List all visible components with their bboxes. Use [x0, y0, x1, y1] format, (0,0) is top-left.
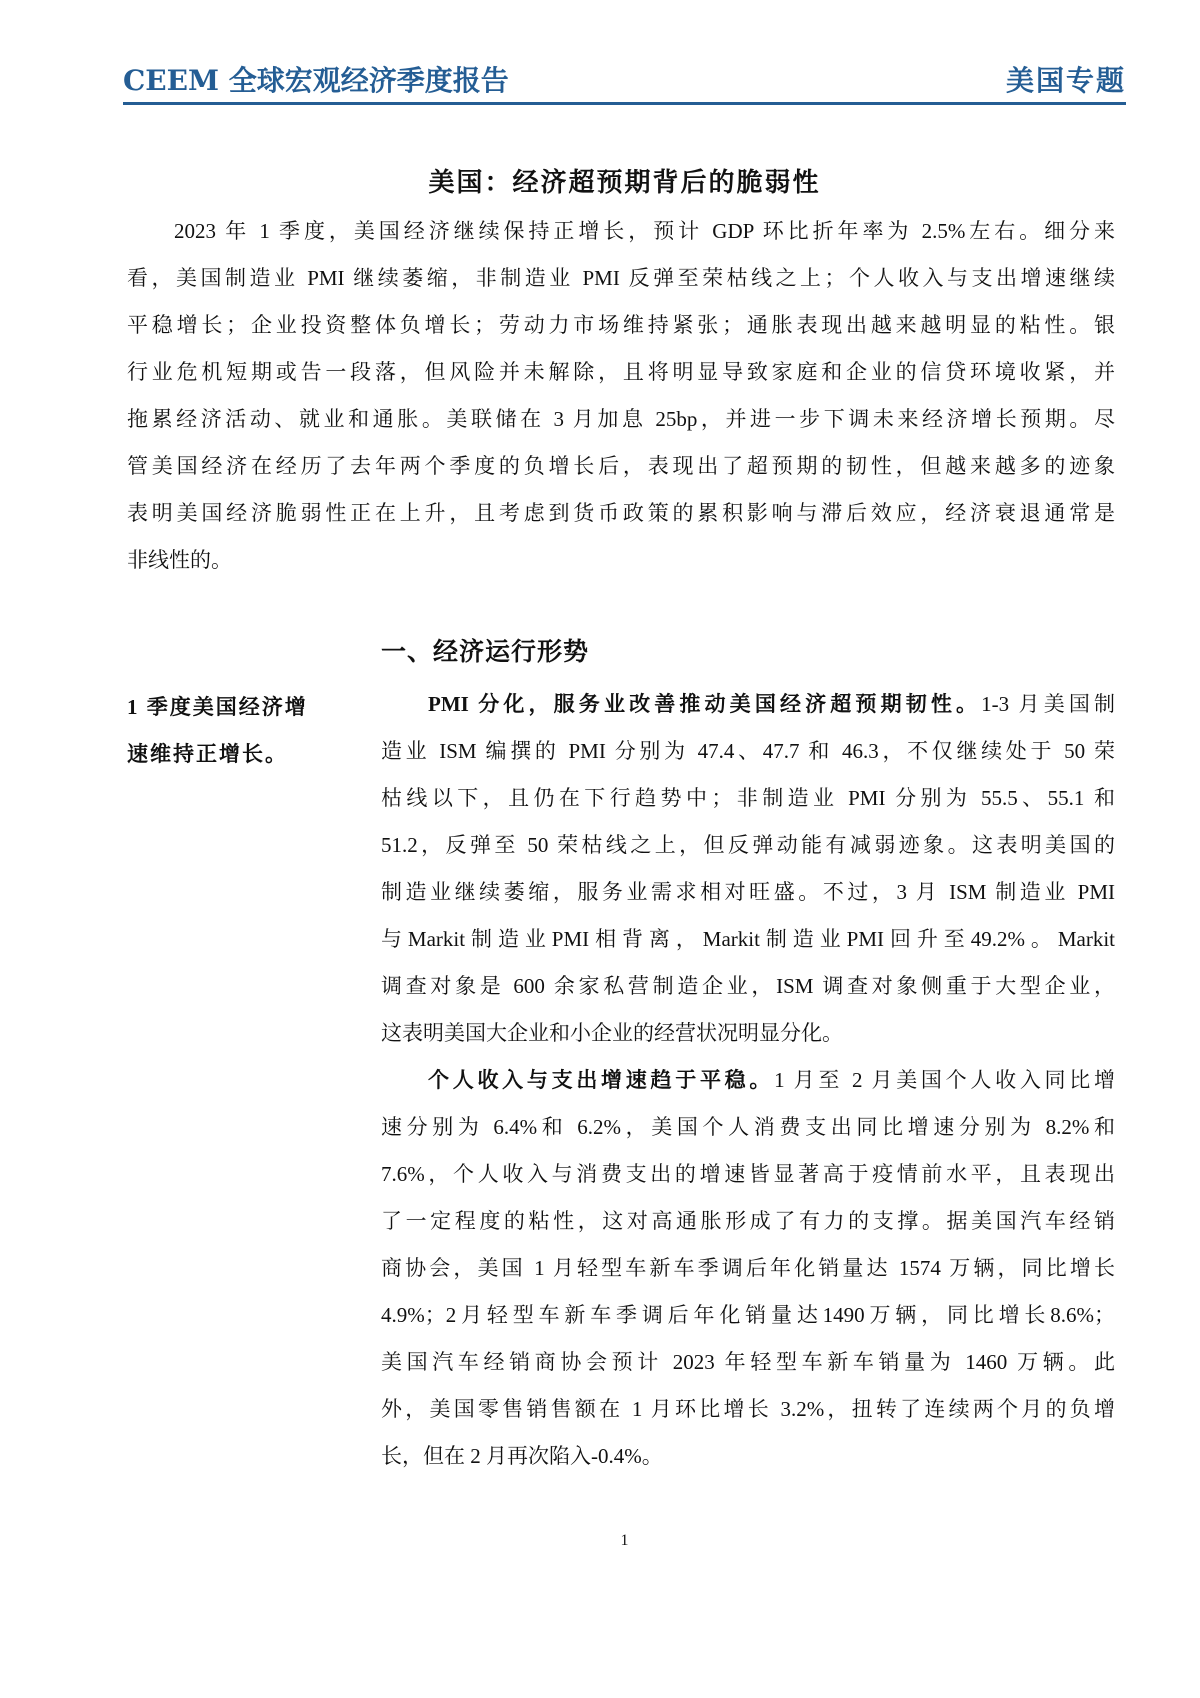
para2-text: 1 月至 2 月美国个人收入同比增	[774, 1068, 1115, 1092]
report-title: CEEM 全球宏观经济季度报告	[123, 64, 509, 97]
section-heading: 一、经济运行形势	[381, 639, 590, 666]
page-number: 1	[620, 1532, 629, 1549]
article-title: 美国：经济超预期背后的脆弱性	[428, 168, 821, 197]
body-line: 造业 ISM 编撰的 PMI 分别为 47.4、47.7 和 46.3，不仅继续处于 50 荣	[381, 739, 1115, 763]
main-column	[381, 681, 1115, 1480]
para1-lead: PMI 分化，服务业改善推动美国经济超预期韧性。	[428, 692, 982, 716]
intro-line: 平稳增长；企业投资整体负增长；劳动力市场维持紧张；通胀表现出越来越明显的粘性。银	[127, 313, 1115, 337]
body-line: 商协会，美国 1 月轻型车新车季调后年化销量达 1574 万辆，同比增长	[381, 1256, 1115, 1280]
body-line: 制造业继续萎缩，服务业需求相对旺盛。不过，3 月 ISM 制造业 PMI	[381, 880, 1115, 904]
body-line: 与Markit制造业PMI相背离，Markit制造业PMI回升至49.2%。Markit	[381, 927, 1115, 951]
intro-line: 行业危机短期或告一段落，但风险并未解除，且将明显导致家庭和企业的信贷环境收紧，并	[127, 360, 1115, 384]
intro-line: 表明美国经济脆弱性正在上升，且考虑到货币政策的累积影响与滞后效应，经济衰退通常是	[127, 501, 1115, 525]
body-line: 外，美国零售销售额在 1 月环比增长 3.2%，扭转了连续两个月的负增	[381, 1397, 1115, 1421]
body-line: 长，但在 2 月再次陷入-0.4%。	[381, 1444, 663, 1468]
body-line: 51.2，反弹至 50 荣枯线之上，但反弹动能有减弱迹象。这表明美国的	[381, 833, 1115, 857]
body-line: 了一定程度的粘性，这对高通胀形成了有力的支撑。据美国汽车经销	[381, 1209, 1115, 1233]
side-note-line: 1 季度美国经济增	[127, 695, 308, 719]
body-line: 美国汽车经销商协会预计 2023 年轻型车新车销量为 1460 万辆。此	[381, 1350, 1115, 1374]
para1-text: 1-3 月美国制	[981, 692, 1115, 716]
body-line	[381, 1057, 1115, 1104]
para2-lead: 个人收入与支出增速趋于平稳。	[428, 1068, 775, 1092]
side-note	[127, 684, 342, 778]
intro-line: 看，美国制造业 PMI 继续萎缩，非制造业 PMI 反弹至荣枯线之上；个人收入与支出增速继续	[127, 266, 1115, 290]
body-line: 4.9%；2月轻型车新车季调后年化销量达1490万辆，同比增长8.6%；	[381, 1303, 1115, 1327]
report-topic: 美国专题	[1005, 64, 1126, 97]
side-note-line: 速维持正增长。	[127, 742, 288, 766]
intro-line: 2023 年 1 季度，美国经济继续保持正增长，预计 GDP 环比折年率为 2.5%左右。细分来	[174, 219, 1115, 243]
page-header	[123, 56, 1126, 105]
intro-line: 拖累经济活动、就业和通胀。美联储在 3 月加息 25bp，并进一步下调未来经济增长预期。尽	[127, 407, 1115, 431]
intro-line: 非线性的。	[127, 548, 232, 572]
body-line: 7.6%，个人收入与消费支出的增速皆显著高于疫情前水平，且表现出	[381, 1162, 1115, 1186]
body-line	[381, 681, 1115, 728]
body-line: 枯线以下，且仍在下行趋势中；非制造业 PMI 分别为 55.5、55.1 和	[381, 786, 1115, 810]
intro-line: 管美国经济在经历了去年两个季度的负增长后，表现出了超预期的韧性，但越来越多的迹象	[127, 454, 1115, 478]
body-line: 速分别为 6.4%和 6.2%，美国个人消费支出同比增速分别为 8.2%和	[381, 1115, 1115, 1139]
body-line: 这表明美国大企业和小企业的经营状况明显分化。	[381, 1021, 843, 1045]
intro-paragraph	[127, 208, 1115, 584]
body-line: 调查对象是 600 余家私营制造企业，ISM 调查对象侧重于大型企业，	[381, 974, 1115, 998]
